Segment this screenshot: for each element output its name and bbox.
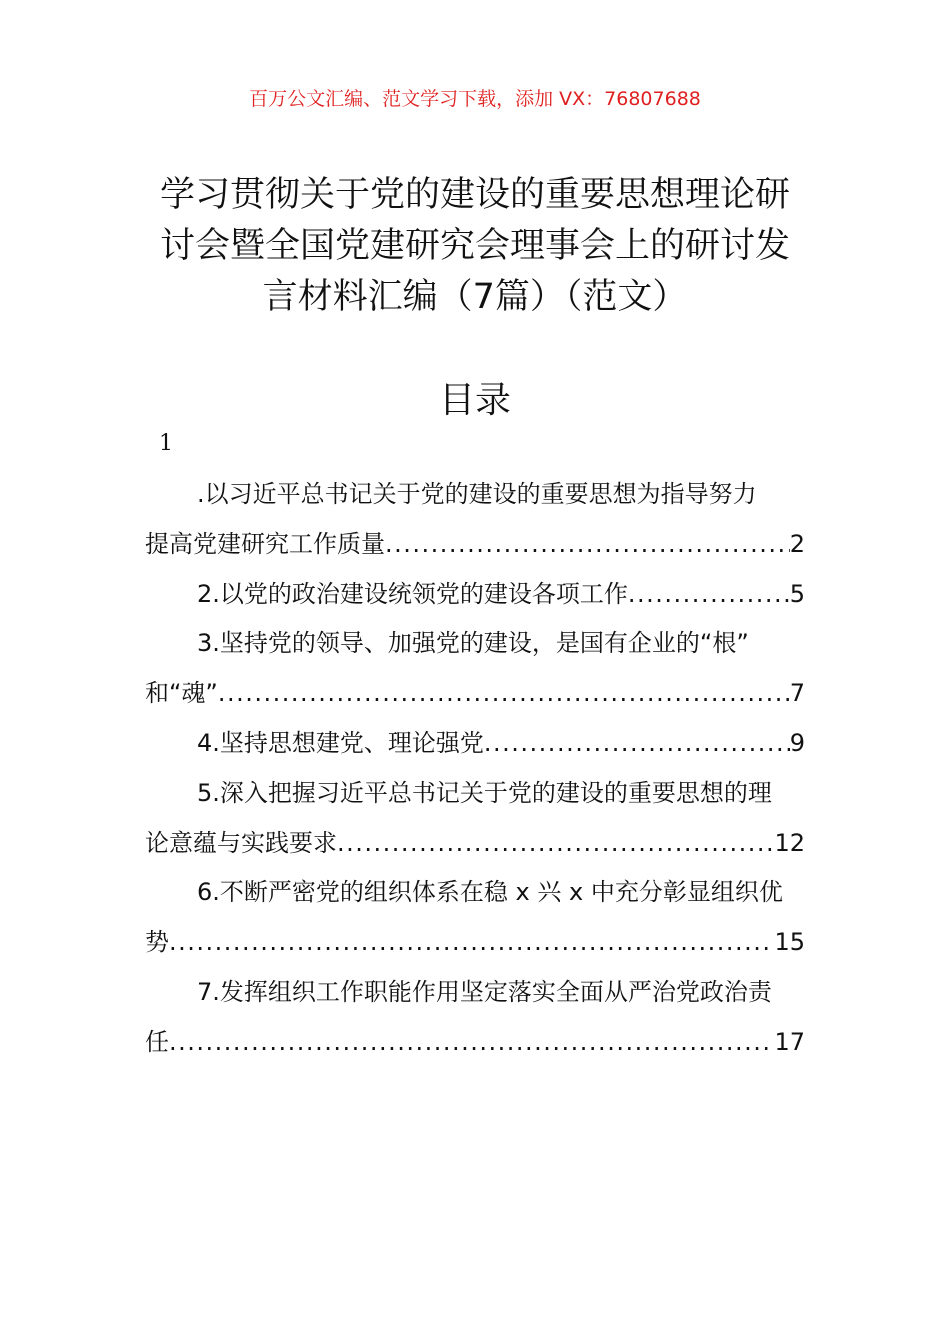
toc-entry-line[interactable]	[145, 968, 805, 1018]
toc-entry-text: 2.以党的政治建设统领党的建设各项工作	[197, 579, 628, 608]
toc-entry-line[interactable]	[145, 669, 805, 719]
dot-leader	[628, 570, 790, 620]
toc-entry-number: 1	[159, 431, 173, 456]
document-title	[140, 170, 810, 323]
title-line: 言材料汇编（7篇）（范文）	[262, 277, 688, 317]
toc-page-number: 15	[774, 928, 805, 957]
toc-page-number: 2	[789, 529, 805, 558]
dot-leader	[385, 520, 790, 570]
toc-page-number: 5	[789, 579, 805, 608]
dot-leader	[337, 819, 774, 869]
toc-entry-line[interactable]	[145, 918, 805, 968]
dot-leader	[218, 669, 790, 719]
toc-entry-line[interactable]	[145, 868, 805, 918]
toc-entry-text: 论意蕴与实践要求	[145, 828, 337, 857]
toc-entry-text: 5.深入把握习近平总书记关于党的建设的重要思想的理	[197, 778, 772, 807]
toc-page-number: 7	[789, 679, 805, 708]
title-line: 讨会暨全国党建研究会理事会上的研讨发	[159, 226, 790, 266]
toc-page-number: 17	[774, 1027, 805, 1056]
dot-leader	[169, 918, 774, 968]
toc-entry-text: 任	[145, 1027, 169, 1056]
toc-entry-text: .以习近平总书记关于党的建设的重要思想为指导努力	[197, 480, 757, 508]
toc-entry-text: 和“魂”	[145, 679, 218, 708]
toc-entry-line[interactable]	[145, 769, 805, 819]
toc-entry-line[interactable]	[145, 619, 805, 669]
toc-heading: 目录	[438, 380, 511, 421]
toc-page-number: 12	[774, 828, 805, 857]
toc-entry-line[interactable]	[145, 819, 805, 869]
toc-entry-line[interactable]	[145, 520, 805, 570]
toc-entry-line[interactable]	[145, 470, 805, 520]
dot-leader	[484, 719, 790, 769]
toc-entry-text: 6.不断严密党的组织体系在稳 x 兴 x 中充分彰显组织优	[197, 878, 783, 907]
toc-entry-text: 7.发挥组织工作职能作用坚定落实全面从严治党政治责	[197, 977, 772, 1006]
toc-entry-text: 3.坚持党的领导、加强党的建设，是国有企业的“根”	[197, 629, 749, 658]
toc-page-number: 9	[789, 728, 805, 757]
toc-entry-text: 势	[145, 928, 169, 957]
toc-entry-text: 提高党建研究工作质量	[145, 529, 385, 558]
dot-leader	[169, 1018, 774, 1068]
table-of-contents	[145, 470, 805, 1068]
download-banner: 百万公文汇编、范文学习下载，添加 VX：76807688	[249, 88, 701, 110]
toc-entry-line[interactable]	[145, 719, 805, 769]
toc-entry-line[interactable]	[145, 1018, 805, 1068]
title-line: 学习贯彻关于党的建设的重要思想理论研	[159, 175, 790, 215]
toc-entry-line[interactable]	[145, 570, 805, 620]
toc-entry-text: 4.坚持思想建党、理论强党	[197, 728, 484, 757]
